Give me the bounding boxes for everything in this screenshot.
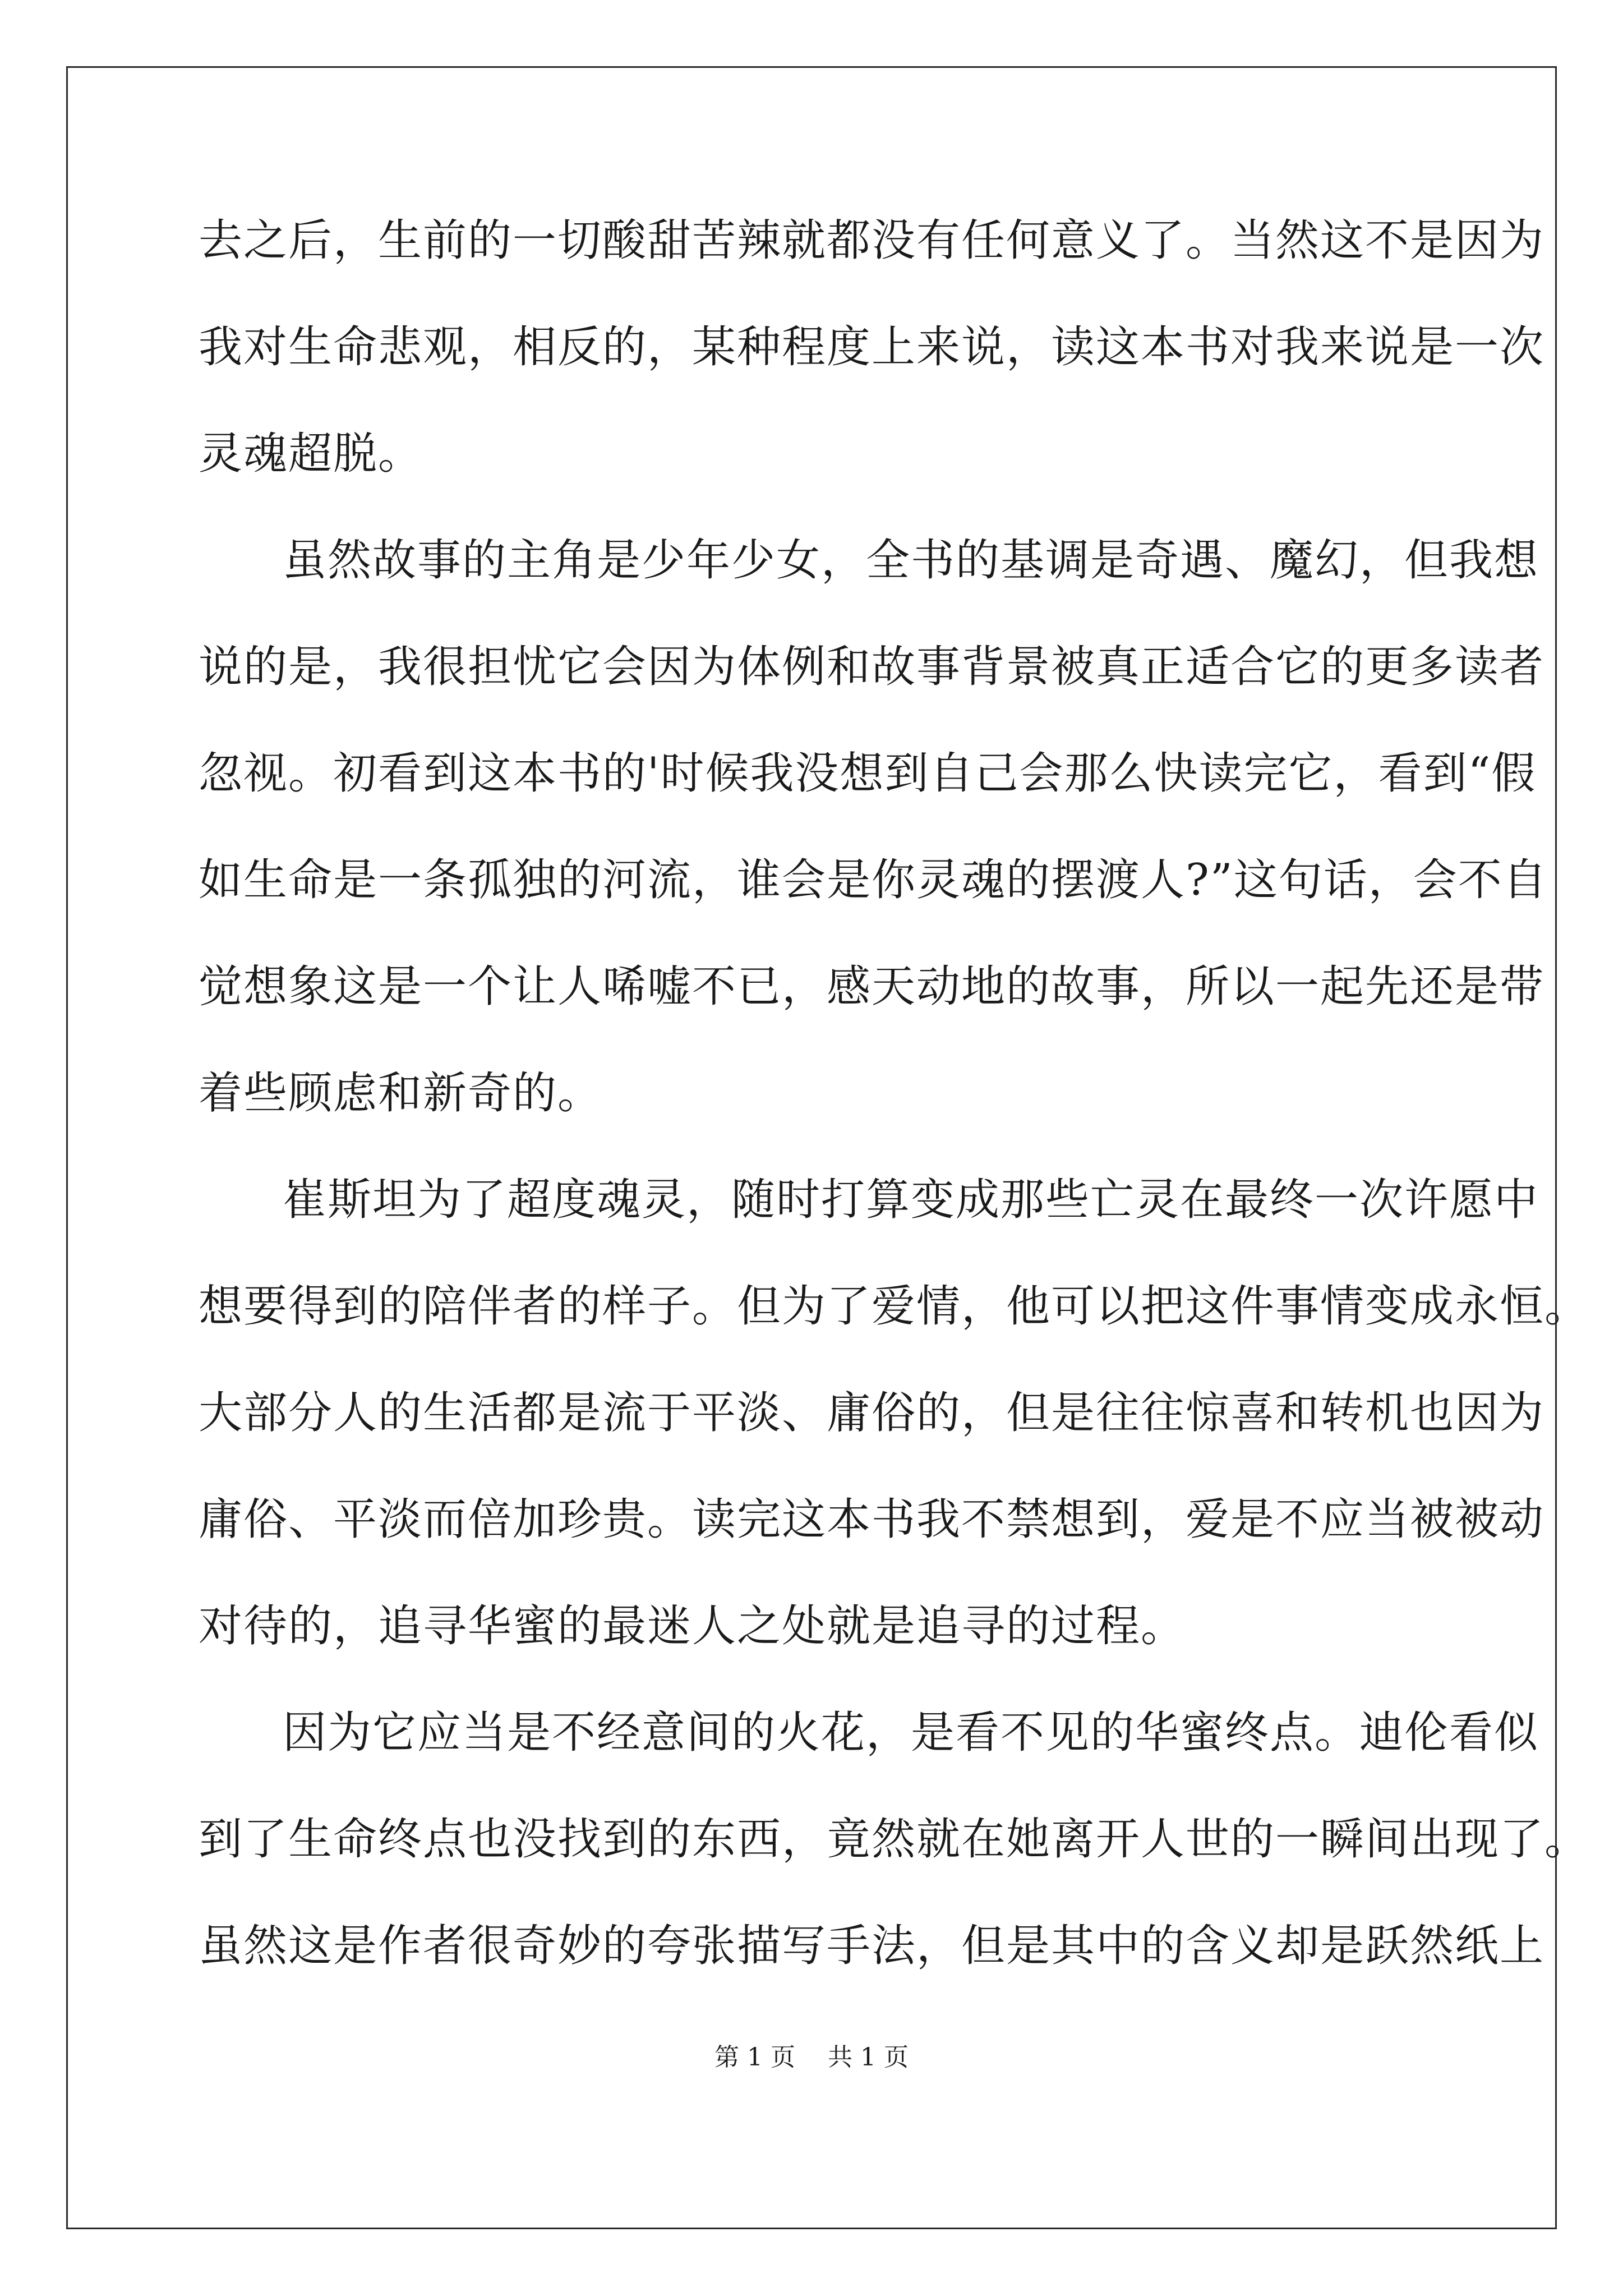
text-line: 到了生命终点也没找到的东西，竟然就在她离开人世的一瞬间出现了。 [199,1814,1590,1865]
paragraph-first-line: 崔斯坦为了超度魂灵，随时打算变成那些亡灵在最终一次许愿中 [283,1175,1539,1225]
text-line: 我对生命悲观，相反的，某种程度上来说，读这本书对我来说是一次 [199,322,1545,372]
text-line: 忽视。初看到这本书的'时候我没想到自己会那么快读完它，看到“假 [199,748,1537,799]
page-footer [0,2041,1623,2074]
text-line: 如生命是一条孤独的河流，谁会是你灵魂的摆渡人?”这句话，会不自 [199,855,1548,905]
text-line: 想要得到的陪伴者的样子。但为了爱情，他可以把这件事情变成永恒。 [199,1281,1590,1332]
text-line: 说的是，我很担忧它会因为体例和故事背景被真正适合它的更多读者 [199,642,1545,692]
text-line: 虽然这是作者很奇妙的夸张描写手法，但是其中的含义却是跃然纸上 [199,1921,1545,1971]
text-line: 去之后，生前的一切酸甜苦辣就都没有任何意义了。当然这不是因为 [199,215,1545,266]
page-total: 共 1 页 [828,2043,909,2072]
text-line: 觉想象这是一个让人唏嘘不已，感天动地的故事，所以一起先还是带 [199,961,1545,1012]
text-line: 对待的，追寻华蜜的最迷人之处就是追寻的过程。 [199,1601,1186,1651]
page-number: 第 1 页 [714,2043,795,2072]
text-line: 灵魂超脱。 [199,429,423,479]
paragraph-first-line: 虽然故事的主角是少年少女，全书的基调是奇遇、魔幻，但我想 [283,535,1539,586]
text-line: 大部分人的生活都是流于平淡、庸俗的，但是往往惊喜和转机也因为 [199,1388,1545,1438]
paragraph-first-line: 因为它应当是不经意间的火花，是看不见的华蜜终点。迪伦看似 [283,1708,1539,1758]
text-line: 庸俗、平淡而倍加珍贵。读完这本书我不禁想到，爱是不应当被被动 [199,1494,1545,1545]
text-line: 着些顾虑和新奇的。 [199,1068,603,1119]
